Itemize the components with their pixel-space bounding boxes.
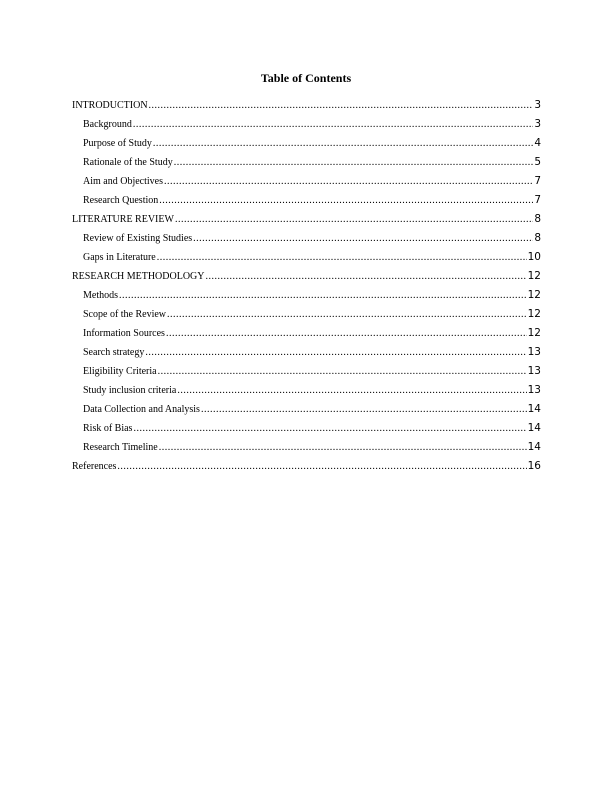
toc-entry[interactable] (72, 193, 541, 212)
toc-entry[interactable] (72, 402, 541, 421)
toc-dot-leader (193, 232, 533, 246)
toc-entry[interactable] (72, 440, 541, 459)
toc-entry-label: Scope of the Review (83, 309, 167, 320)
toc-dot-leader (201, 403, 527, 417)
toc-entry[interactable] (72, 231, 541, 250)
toc-entry[interactable] (72, 307, 541, 326)
toc-dot-leader (119, 289, 527, 303)
toc-entry-label: Information Sources (83, 328, 165, 339)
toc-entry-label: LITERATURE REVIEW (72, 214, 174, 225)
toc-entry-page: 13 (527, 384, 541, 396)
toc-entry-page: 13 (527, 365, 541, 377)
toc-entry[interactable] (72, 326, 541, 345)
toc-entry-label: Aim and Objectives (83, 176, 163, 187)
toc-entry-label: Rationale of the Study (83, 157, 173, 168)
toc-entry-page: 10 (527, 251, 541, 263)
toc-dot-leader (133, 422, 526, 436)
toc-entry-label: Purpose of Study (83, 138, 152, 149)
toc-entry-page: 7 (534, 175, 541, 187)
toc-dot-leader (166, 327, 527, 341)
toc-entry-page: 12 (527, 327, 541, 339)
toc-dot-leader (159, 194, 533, 208)
toc-entry-label: Risk of Bias (83, 423, 133, 434)
toc-entry[interactable] (72, 288, 541, 307)
toc-entry-label: INTRODUCTION (72, 100, 148, 111)
toc-entry-page: 14 (527, 441, 541, 453)
toc-entry-page: 14 (527, 403, 541, 415)
toc-dot-leader (133, 118, 533, 132)
toc-entry-label: Gaps in Literature (83, 252, 156, 263)
toc-entry-label: Research Timeline (83, 442, 158, 453)
toc-title: Table of Contents (260, 71, 352, 85)
toc-dot-leader (157, 251, 527, 265)
toc-dot-leader (167, 308, 527, 322)
toc-entry-label: RESEARCH METHODOLOGY (72, 271, 205, 282)
toc-entry-page: 3 (534, 99, 541, 111)
toc-entry[interactable] (72, 345, 541, 364)
toc-entry-label: Review of Existing Studies (83, 233, 193, 244)
toc-entry-page: 8 (534, 213, 541, 225)
toc-entry-label: Data Collection and Analysis (83, 404, 200, 415)
toc-entry-page: 13 (527, 346, 541, 358)
toc-entry[interactable] (72, 155, 541, 174)
toc-entry-label: Eligibility Criteria (83, 366, 157, 377)
toc-entry-page: 7 (534, 194, 541, 206)
toc-dot-leader (145, 346, 526, 360)
toc-entry-page: 12 (527, 289, 541, 301)
toc-dot-leader (149, 99, 534, 113)
toc-entry[interactable] (72, 421, 541, 440)
toc-entry-label: Search strategy (83, 347, 145, 358)
toc-entry-page: 5 (534, 156, 541, 168)
toc-dot-leader (153, 137, 533, 151)
toc-dot-leader (164, 175, 533, 189)
toc-list (72, 98, 541, 478)
toc-dot-leader (117, 460, 526, 474)
toc-entry[interactable] (72, 250, 541, 269)
toc-entry-page: 3 (534, 118, 541, 130)
toc-entry-page: 16 (527, 460, 541, 472)
toc-entry-label: Research Question (83, 195, 159, 206)
toc-dot-leader (206, 270, 527, 284)
toc-dot-leader (175, 213, 533, 227)
toc-entry-page: 4 (534, 137, 541, 149)
toc-dot-leader (159, 441, 527, 455)
toc-entry[interactable] (72, 383, 541, 402)
toc-entry-label: Background (83, 119, 132, 130)
toc-entry-page: 8 (534, 232, 541, 244)
toc-entry[interactable] (72, 212, 541, 231)
toc-dot-leader (158, 365, 527, 379)
toc-entry[interactable] (72, 117, 541, 136)
toc-dot-leader (174, 156, 534, 170)
toc-entry[interactable] (72, 459, 541, 478)
toc-entry[interactable] (72, 364, 541, 383)
toc-entry-page: 12 (527, 308, 541, 320)
toc-entry-page: 14 (527, 422, 541, 434)
toc-entry[interactable] (72, 269, 541, 288)
toc-entry[interactable] (72, 174, 541, 193)
toc-entry-label: Study inclusion criteria (83, 385, 177, 396)
toc-entry[interactable] (72, 98, 541, 117)
toc-entry-label: Methods (83, 290, 118, 301)
toc-dot-leader (177, 384, 526, 398)
toc-entry-label: References (72, 461, 117, 472)
toc-entry[interactable] (72, 136, 541, 155)
toc-entry-page: 12 (527, 270, 541, 282)
